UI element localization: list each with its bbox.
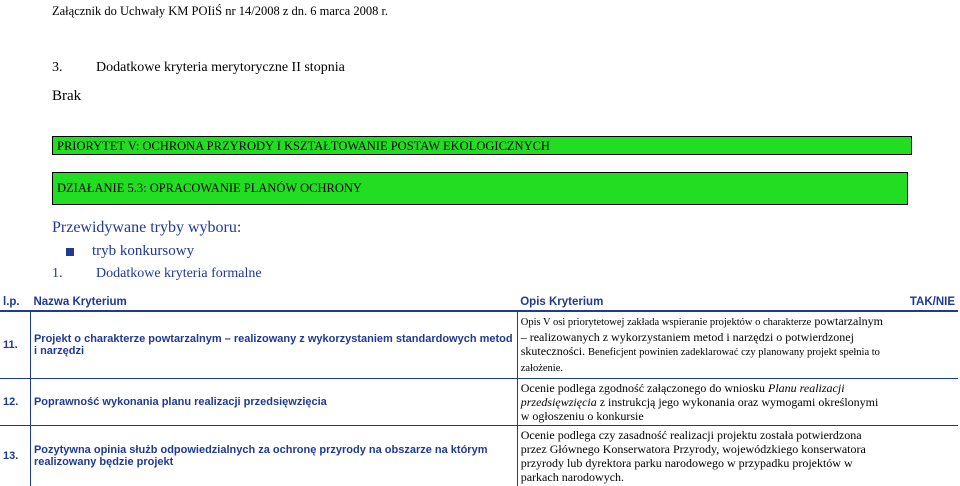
criteria-table [0, 292, 958, 486]
desc-part: Opis V osi priorytetowej zakłada wspieranie projektów o charakterze [521, 317, 812, 328]
criterion-description [517, 379, 892, 426]
row-number: 11. [0, 311, 30, 379]
square-bullet-icon [66, 248, 74, 256]
header-tak: TAK/NIE [892, 292, 958, 311]
desc-italic-part: Planu realizacji przedsięwzięcia [521, 381, 845, 409]
section-title [52, 60, 345, 76]
row-number: 12. [0, 379, 30, 426]
table-row [0, 426, 958, 486]
tak-nie-cell [892, 311, 958, 379]
table-header-row [0, 292, 958, 311]
desc-part: Ocenie podlega zgodność załączonego do wniosku [521, 381, 768, 395]
action-box: DZIAŁANIE 5.3: OPRACOWANIE PLANÓW OCHRONY [52, 172, 908, 205]
header-lp: l.p. [0, 292, 30, 311]
header-name: Nazwa Kryterium [30, 292, 517, 311]
selection-modes-heading: Przewidywane tryby wyboru: [52, 219, 241, 237]
criterion-name: Pozytywna opinia służb odpowiedzialnych za ochronę przyrody na obszarze na którym realizowany będzie projekt [30, 426, 517, 486]
desc-part: Beneficjent powinien zadeklarować czy planowany projekt spełnia to założenie. [521, 347, 880, 374]
tak-nie-cell [892, 426, 958, 486]
document-header: Załącznik do Uchwały KM POIiŚ nr 14/2008 z dn. 6 marca 2008 r. [52, 4, 388, 19]
formal-criteria-title: Dodatkowe kryteria formalne [96, 266, 262, 281]
desc-part: powtarzalnym – realizowanych z wykorzystaniem metod i narzędzi o potwierdzonej skuteczności. [521, 314, 883, 358]
desc-part: z instrukcją jego wykonania oraz wymogami określonymi w ogłoszeniu o konkursie [521, 395, 879, 423]
criterion-name: Projekt o charakterze powtarzalnym – realizowany z wykorzystaniem standardowych metod i narzędzi [30, 311, 517, 379]
selection-mode-item [66, 243, 194, 260]
criterion-name: Poprawność wykonania planu realizacji przedsięwzięcia [30, 379, 517, 426]
criterion-description [517, 311, 892, 379]
brak-text: Brak [52, 88, 81, 105]
criterion-description: Ocenie podlega czy zasadność realizacji projektu została potwierdzona przez Głównego Konserwatora Przyrody, wojewódzkiego konserwatora przyrody lub dyrektora parku narodowego w przypadku projektów w parkach narodowych. [517, 426, 892, 486]
row-number: 13. [0, 426, 30, 486]
formal-criteria-number: 1. [52, 266, 96, 282]
header-desc: Opis Kryterium [517, 292, 892, 311]
selection-mode-label: tryb konkursowy [92, 243, 194, 259]
priority-box: PRIORYTET V: OCHRONA PRZYRODY I KSZTAŁTOWANIE POSTAW EKOLOGICZNYCH [52, 136, 912, 155]
table-row [0, 311, 958, 379]
formal-criteria-heading [52, 266, 262, 282]
section-number: 3. [52, 60, 96, 76]
section-title-text: Dodatkowe kryteria merytoryczne II stopnia [96, 60, 345, 75]
tak-nie-cell [892, 379, 958, 426]
table-row [0, 379, 958, 426]
